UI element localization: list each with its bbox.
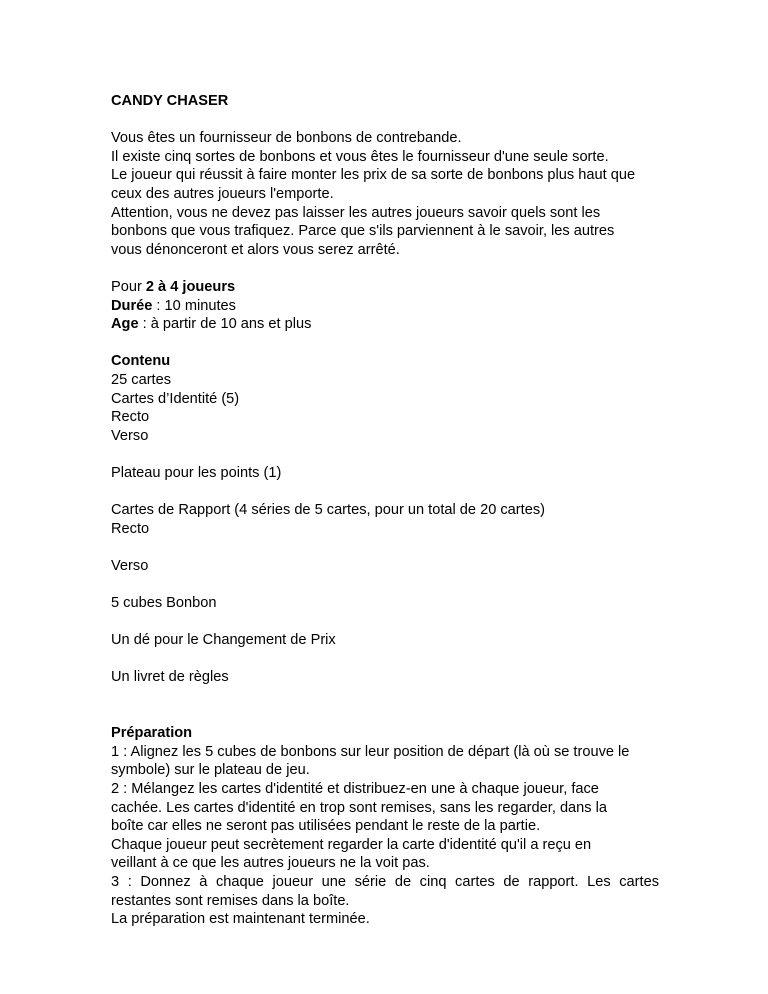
preparation-line: cachée. Les cartes d'identité en trop sont remises, sans les regarder, dans la [111, 799, 608, 816]
contents-rulebook: Un livret de règles [111, 669, 229, 686]
preparation-line: Chaque joueur peut secrètement regarder la carte d'identité qu'il a reçu en [111, 836, 592, 853]
preparation-line: 2 : Mélangez les cartes d'identité et distribuez-en une à chaque joueur, face [111, 780, 599, 797]
preparation-section [111, 724, 659, 929]
intro-line: Attention, vous ne devez pas laisser les autres joueurs savoir quels sont les [111, 204, 601, 221]
contents-report-cards: Cartes de Rapport (4 séries de 5 cartes, pour un total de 20 cartes) [111, 502, 545, 519]
preparation-step-3: 3 : Donnez à chaque joueur une série de cinq cartes de rapport. Les cartes restantes sont remises dans la boîte. [111, 873, 659, 909]
players-prefix: Pour [111, 278, 146, 295]
game-info [111, 278, 659, 334]
players-line [111, 278, 659, 297]
document-body [111, 92, 659, 929]
preparation-heading: Préparation [111, 725, 193, 742]
intro-line: ceux des autres joueurs l'emporte. [111, 185, 334, 202]
age-value: : à partir de 10 ans et plus [138, 316, 312, 333]
contents-die: Un dé pour le Changement de Prix [111, 632, 336, 649]
age-line [111, 315, 659, 334]
document-title: CANDY CHASER [111, 93, 229, 109]
contents-board: Plateau pour les points (1) [111, 464, 282, 481]
preparation-line: veillant à ce que les autres joueurs ne la voit pas. [111, 855, 430, 872]
intro-line: Vous êtes un fournisseur de bonbons de contrebande. [111, 130, 462, 147]
duration-label: Durée [111, 297, 153, 314]
contents-report-recto: Recto [111, 520, 150, 537]
intro-line: vous dénonceront et alors vous serez arrêté. [111, 241, 400, 258]
preparation-done: La préparation est maintenant terminée. [111, 911, 370, 928]
age-label: Age [111, 316, 139, 333]
contents-section [111, 352, 659, 687]
duration-line [111, 297, 659, 316]
players-value: 2 à 4 joueurs [145, 278, 236, 295]
contents-identity-cards: Cartes d’Identité (5) [111, 390, 240, 407]
preparation-line: boîte car elles ne seront pas utilisées pendant le reste de la partie. [111, 818, 541, 835]
intro-line: bonbons que vous trafiquez. Parce que s'ils parviennent à le savoir, les autres [111, 223, 615, 240]
preparation-line: symbole) sur le plateau de jeu. [111, 762, 310, 779]
contents-identity-verso: Verso [111, 427, 149, 444]
preparation-line: 1 : Alignez les 5 cubes de bonbons sur leur position de départ (là où se trouve le [111, 743, 630, 760]
contents-report-verso: Verso [111, 557, 149, 574]
contents-cubes: 5 cubes Bonbon [111, 595, 217, 612]
intro-paragraph [111, 129, 659, 259]
intro-line: Il existe cinq sortes de bonbons et vous êtes le fournisseur d'une seule sorte. [111, 148, 609, 165]
intro-line: Le joueur qui réussit à faire monter les prix de sa sorte de bonbons plus haut que [111, 167, 636, 184]
duration-value: : 10 minutes [152, 297, 236, 314]
contents-cards: 25 cartes [111, 371, 172, 388]
contents-heading: Contenu [111, 353, 171, 370]
contents-identity-recto: Recto [111, 409, 150, 426]
